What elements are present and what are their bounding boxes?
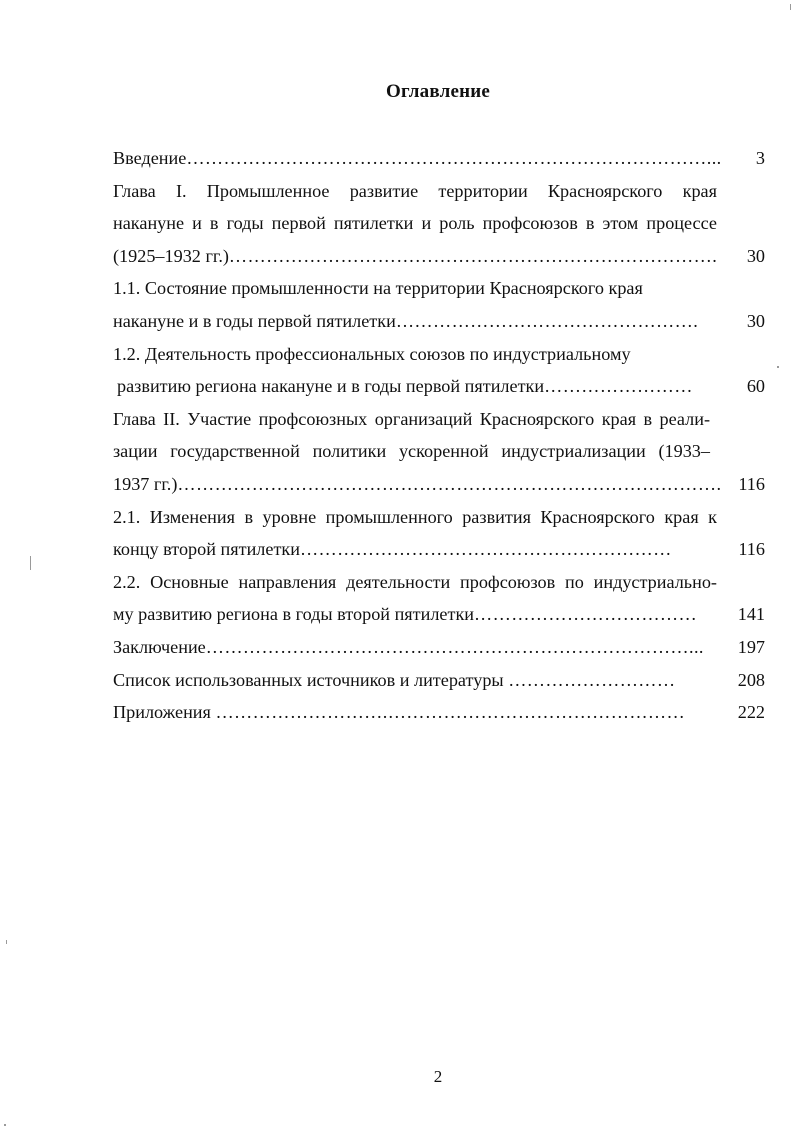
toc-entry-section-2-2[interactable] bbox=[113, 566, 765, 599]
scan-speck bbox=[6, 940, 7, 944]
dot-leader: ……………………………………………………………………………. bbox=[177, 473, 722, 494]
toc-entry-text: (1925–1932 гг.) bbox=[113, 245, 229, 266]
toc-entry-chapter-2-end[interactable] bbox=[113, 468, 765, 501]
toc-page-number: 116 bbox=[738, 539, 765, 560]
dot-leader: …………………………………………. bbox=[395, 310, 699, 331]
toc-page-number: 222 bbox=[737, 702, 765, 723]
toc-entry-text: Глава II. Участие профсоюзных организаций Красноярского края в реали- bbox=[113, 408, 710, 429]
toc-entry-section-1-2[interactable] bbox=[113, 338, 765, 371]
toc-entry-text: накануне и в годы первой пятилетки и роль профсоюзов в этом процессе bbox=[113, 213, 717, 234]
toc-entry-text: развитию региона накануне и в годы первой пятилетки bbox=[117, 376, 545, 397]
toc-entry-section-1-2-end[interactable] bbox=[113, 370, 765, 403]
toc-page-number: 30 bbox=[746, 310, 765, 331]
dot-leader: ……………………………… bbox=[474, 604, 698, 625]
toc-entry-chapter-1-end[interactable] bbox=[113, 240, 765, 273]
toc-entry-section-1-1-end[interactable] bbox=[113, 305, 765, 338]
toc-entry-chapter-1-cont[interactable] bbox=[113, 207, 765, 240]
toc-entry-text: 1937 гг.) bbox=[113, 473, 178, 494]
toc-entry-text: 2.2. Основные направления деятельности профсоюзов по индустриально- bbox=[113, 571, 717, 592]
toc-entry-text: концу второй пятилетки bbox=[113, 539, 300, 560]
toc-page-number: 141 bbox=[737, 604, 765, 625]
toc-entry-text: накануне и в годы первой пятилетки bbox=[113, 310, 396, 331]
toc-entry-text: зации государственной политики ускоренной индустриализации (1933– bbox=[113, 441, 710, 462]
toc-entry-chapter-2-cont[interactable] bbox=[113, 435, 765, 468]
toc-entry-text: Глава I. Промышленное развитие территории Красноярского края bbox=[113, 180, 717, 201]
toc-entry-section-1-1[interactable] bbox=[113, 272, 765, 305]
scan-speck bbox=[777, 366, 779, 368]
toc-page-number: 197 bbox=[737, 636, 765, 657]
toc-page-number: 116 bbox=[738, 473, 765, 494]
toc-entry-chapter-1[interactable] bbox=[113, 175, 765, 208]
toc-page-number: 60 bbox=[746, 376, 765, 397]
scan-speck bbox=[4, 1124, 6, 1126]
toc-entry-section-2-2-end[interactable] bbox=[113, 598, 765, 631]
toc-entry-chapter-2[interactable] bbox=[113, 403, 765, 436]
toc-entry-text: му развитию региона в годы второй пятилетки bbox=[113, 604, 475, 625]
page-title: Оглавление bbox=[385, 81, 491, 102]
toc-entry-text: Введение bbox=[113, 148, 187, 168]
toc-entry-appendices[interactable] bbox=[113, 696, 765, 729]
dot-leader: …………………… bbox=[544, 376, 693, 397]
toc-entry-text: 2.1. Изменения в уровне промышленного развития Красноярского края к bbox=[113, 506, 717, 527]
toc-entry-text: Приложения bbox=[113, 702, 216, 723]
dot-leader: …………………………………………………… bbox=[299, 539, 672, 560]
dot-leader: ……………………….………………………………………… bbox=[215, 702, 686, 723]
toc-entry-text: Заключение bbox=[113, 636, 206, 657]
scan-speck bbox=[790, 4, 791, 10]
toc-entry-bibliography[interactable] bbox=[113, 664, 765, 697]
dot-leader: ……………………………………………………………………. bbox=[228, 245, 718, 266]
toc-page-number: 30 bbox=[746, 245, 765, 266]
dot-leader: ……………………… bbox=[508, 669, 676, 690]
toc-entry-text: 1.2. Деятельность профессиональных союзов по индустриальному bbox=[113, 343, 631, 364]
toc-entry-text: Список использованных источников и литературы bbox=[113, 669, 509, 690]
toc-page-number: 3 bbox=[755, 148, 765, 168]
toc-page-number: 208 bbox=[737, 669, 765, 690]
table-of-contents bbox=[113, 142, 765, 729]
toc-entry-conclusion[interactable] bbox=[113, 631, 765, 664]
footer-page-number: 2 bbox=[433, 1067, 443, 1086]
dot-leader: ……………………………………………………………………... bbox=[205, 636, 704, 657]
toc-entry-introduction[interactable] bbox=[113, 142, 765, 175]
toc-entry-section-2-1-end[interactable] bbox=[113, 533, 765, 566]
toc-entry-section-2-1[interactable] bbox=[113, 501, 765, 534]
dot-leader: …………………………………………………………………………... bbox=[186, 148, 722, 168]
scan-speck bbox=[30, 556, 31, 570]
toc-entry-text: 1.1. Состояние промышленности на территории Красноярского края bbox=[113, 278, 643, 299]
